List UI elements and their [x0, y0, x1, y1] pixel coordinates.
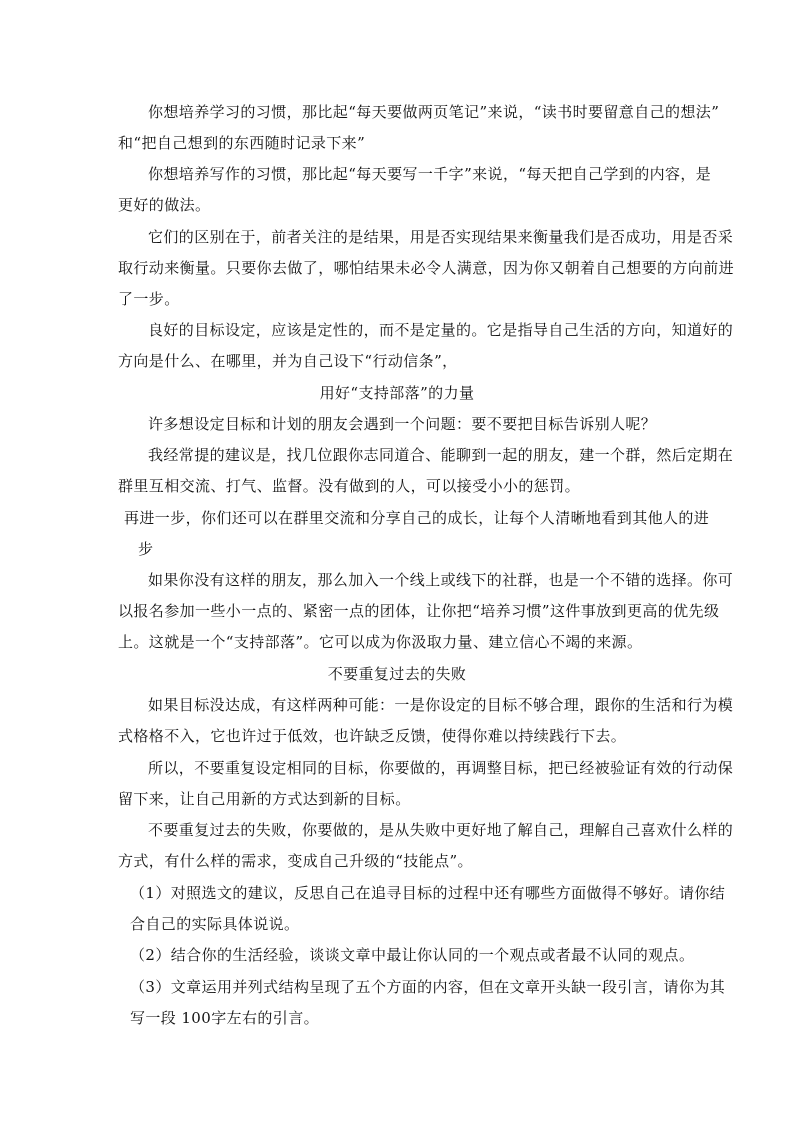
section-heading: 用好“支持部落”的力量 [319, 384, 475, 402]
paragraph-line: 所以，不要重复设定相同的目标，你要做的，再调整目标，把已经被验证有效的行动保 [148, 759, 734, 777]
paragraph-line: 了一步。 [118, 290, 180, 308]
question-line: （3）文章运用并列式结构呈现了五个方面的内容，但在文章开头缺一段引言，请你为其 [130, 978, 726, 996]
paragraph-line: 许多想设定目标和计划的朋友会遇到一个问题：要不要把目标告诉别人呢？ [148, 415, 657, 433]
paragraph-line: 你想培养写作的习惯，那比起“每天要写一千字”来说，“每天把自己学到的内容，是 [148, 165, 712, 183]
paragraph-line: 取行动来衡量。只要你去做了，哪怕结果未必令人满意，因为你又朝着自己想要的方向前进 [118, 259, 735, 277]
paragraph-line: 方向是什么、在哪里，并为自己设下“行动信条”， [118, 352, 458, 370]
paragraph-line: 如果目标没达成，有这样两种可能：一是你设定的目标不够合理，跟你的生活和行为模 [148, 696, 734, 714]
paragraph-line: 群里互相交流、打气、监督。没有做到的人，可以接受小小的惩罚。 [118, 477, 581, 495]
paragraph-line: 和“把自己想到的东西随时记录下来” [118, 134, 366, 152]
question-line: （2）结合你的生活经验，谈谈文章中最让你认同的一个观点或者最不认同的观点。 [130, 946, 695, 964]
question-line: 写一段 100字左右的引言。 [130, 1009, 319, 1027]
paragraph-line: 更好的做法。 [118, 196, 211, 214]
paragraph-line: 良好的目标设定，应该是定性的，而不是定量的。它是指导自己生活的方向，知道好的 [148, 321, 734, 339]
paragraph-line: 步 [138, 540, 154, 558]
paragraph-line: 再进一步，你们还可以在群里交流和分享自己的成长，让每个人清晰地看到其他人的进 [124, 509, 710, 527]
question-line: 合自己的实际具体说说。 [130, 915, 300, 933]
section-heading: 不要重复过去的失败 [327, 665, 467, 683]
paragraph-line: 以报名参加一些小一点的、紧密一点的团体，让你把“培养习惯”这件事放到更高的优先级 [118, 602, 720, 620]
paragraph-line: 留下来，让自己用新的方式达到新的目标。 [118, 790, 411, 808]
paragraph-line: 不要重复过去的失败，你要做的，是从失败中更好地了解自己，理解自己喜欢什么样的 [148, 821, 734, 839]
paragraph-line: 如果你没有这样的朋友，那么加入一个线上或线下的社群，也是一个不错的选择。你可 [148, 571, 734, 589]
paragraph-line: 上。这就是一个“支持部落”。它可以成为你汲取力量、建立信心不竭的来源。 [118, 633, 643, 651]
paragraph-line: 你想培养学习的习惯，那比起“每天要做两页笔记”来说，“读书时要留意自己的想法” [148, 103, 720, 121]
paragraph-line: 它们的区别在于，前者关注的是结果，用是否实现结果来衡量我们是否成功，用是否采 [148, 228, 734, 246]
question-line: （1）对照选文的建议，反思自己在追寻目标的过程中还有哪些方面做得不够好。请你结 [130, 884, 726, 902]
paragraph-line: 式格格不入，它也许过于低效，也许缺乏反馈，使得你难以持续践行下去。 [118, 727, 627, 745]
paragraph-line: 方式，有什么样的需求，变成自己升级的“技能点”。 [118, 852, 473, 870]
paragraph-line: 我经常提的建议是，找几位跟你志同道合、能聊到一起的朋友，建一个群，然后定期在 [148, 446, 734, 464]
